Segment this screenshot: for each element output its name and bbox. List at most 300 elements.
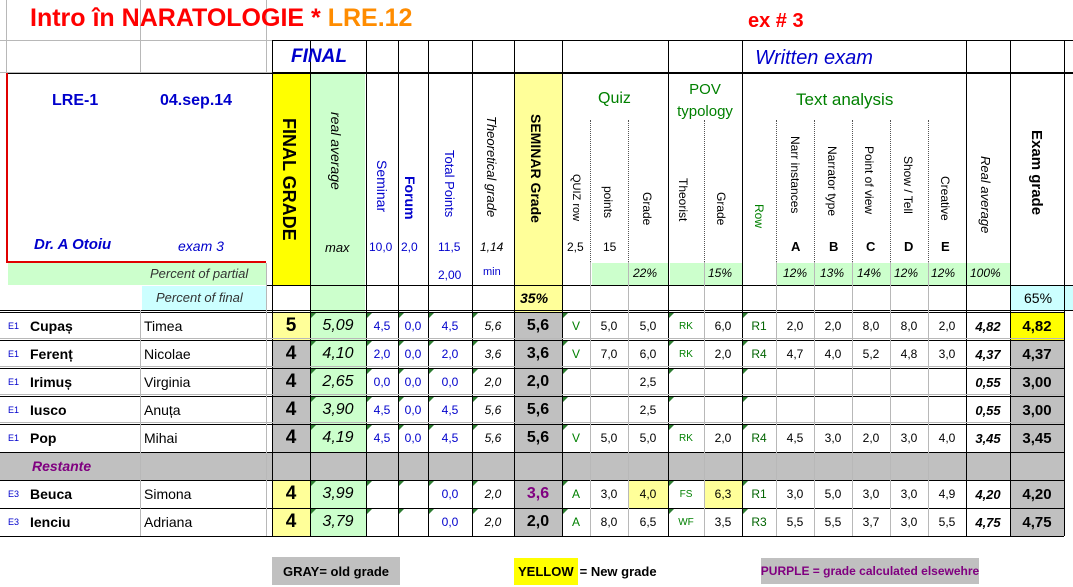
narr-letter: A [791, 239, 801, 254]
comment-marker [743, 369, 748, 374]
theoretical-grade-header: Theoretical grade [484, 116, 499, 218]
cell-e [928, 396, 966, 424]
cell-final: 4 [285, 511, 297, 532]
cell-ravg: 4,20 [975, 486, 1001, 502]
comment-marker [669, 313, 674, 318]
grid-line [266, 285, 1073, 286]
cell-tot: 4,5 [441, 431, 459, 445]
comment-marker [311, 481, 316, 486]
student-last-name: Ienciu [30, 514, 71, 530]
cell-qrow: V [571, 319, 580, 333]
comment-marker [473, 369, 478, 374]
cell-b [814, 396, 852, 424]
cell-semg: 5,6 [526, 429, 550, 446]
cell-theorist: FS [679, 488, 693, 500]
cell-sem: 2,0 [373, 347, 391, 361]
quiz-header: Quiz [598, 90, 631, 107]
cell-exam: 3,00 [1022, 373, 1052, 391]
cell-qpts: 7,0 [600, 347, 618, 361]
dotted-line [852, 120, 853, 262]
show-letter: D [904, 239, 914, 254]
cell-theo: 5,6 [484, 319, 502, 333]
comment-marker [563, 481, 568, 486]
student-first-name: Virginia [144, 374, 191, 390]
cell-b: 3,0 [824, 431, 842, 445]
pov-grade-header: Grade [714, 192, 728, 226]
grid-line [514, 40, 515, 536]
cell-qgr: 5,0 [639, 319, 657, 333]
pov-c-pct: 14% [857, 266, 882, 280]
comment-marker [399, 369, 404, 374]
cell-tot: 4,5 [441, 319, 459, 333]
cell-real: 4,19 [322, 429, 354, 446]
grid-line [140, 310, 141, 536]
cell-row: R4 [751, 431, 767, 445]
grid-line [366, 40, 367, 536]
cell-qgr: 2,5 [639, 403, 657, 417]
cell-semg: 3,6 [526, 345, 550, 362]
dotted-line [776, 120, 777, 262]
student-last-name: Beuca [30, 486, 73, 502]
student-first-name: Simona [144, 486, 192, 502]
comment-marker [399, 313, 404, 318]
cell-real: 3,99 [322, 485, 354, 502]
cell-cc [852, 368, 890, 396]
cell-forum: 0,0 [404, 375, 422, 389]
show-pct: 12% [894, 266, 919, 280]
comment-marker [311, 341, 316, 346]
student-last-name: Cupaș [30, 318, 73, 334]
cell-b [814, 368, 852, 396]
comment-marker [563, 509, 568, 514]
cell-exam: 4,82 [1022, 317, 1052, 335]
cell-row: R1 [751, 319, 767, 333]
real-average2-pct: 100% [970, 266, 1001, 280]
comment-marker [429, 425, 434, 430]
narrator-type-header: Narrator type [825, 146, 839, 217]
cell-theorist: WF [678, 516, 694, 528]
legend-yellow-swatch: YELLOW [514, 558, 578, 585]
exam-label: exam 3 [178, 238, 224, 254]
cell-final: 4 [285, 371, 297, 392]
cell-qgr: 2,5 [639, 375, 657, 389]
cell-final: 4 [285, 427, 297, 448]
comment-marker [429, 509, 434, 514]
cell-real: 5,09 [322, 317, 354, 334]
dotted-line [890, 120, 891, 262]
cell-d: 3,0 [900, 515, 918, 529]
seminar-max: 10,0 [369, 240, 393, 254]
creative-letter: E [941, 239, 950, 254]
cell-forum: 0,0 [404, 319, 422, 333]
forum-header: Forum [402, 176, 418, 220]
cell-qgr: 6,5 [639, 515, 657, 529]
grid-line [966, 40, 967, 536]
cell-e: 3,0 [938, 347, 956, 361]
cell-a: 4,7 [786, 347, 804, 361]
row-prefix: E3 [8, 517, 20, 527]
cell-pgr [704, 396, 742, 424]
real-average-header-bg [310, 74, 365, 312]
student-first-name: Anuța [144, 402, 181, 418]
cell-row: R4 [751, 347, 767, 361]
cell-exam: 3,45 [1022, 429, 1052, 447]
legend-yellow-text: = New grade [579, 563, 657, 579]
comment-marker [669, 397, 674, 402]
cell-final: 4 [285, 483, 297, 504]
cell-qrow: A [571, 515, 580, 529]
cell-sem: 4,5 [373, 403, 391, 417]
comment-marker [473, 509, 478, 514]
final-header: FINAL [291, 46, 347, 67]
cell-b: 4,0 [824, 347, 842, 361]
student-last-name: Pop [30, 430, 57, 446]
quiz-points-value: 15 [603, 240, 617, 254]
narrator-letter: B [829, 239, 839, 254]
cell-tot: 2,0 [441, 347, 459, 361]
exam-grade-pct: 65% [1024, 290, 1053, 306]
cell-ravg: 4,82 [975, 318, 1001, 334]
comment-marker [563, 397, 568, 402]
cell-forum: 0,0 [404, 403, 422, 417]
pov-pct: 15% [708, 266, 733, 280]
grid-line [0, 452, 1064, 453]
cell-sem: 4,5 [373, 431, 391, 445]
comment-marker [743, 509, 748, 514]
comment-marker [367, 425, 372, 430]
pov-theorist-header: Theorist [676, 178, 690, 222]
comment-marker [399, 397, 404, 402]
exam-grade-header: Exam grade [1028, 130, 1045, 216]
cell-final: 4 [285, 399, 297, 420]
written-exam-header: Written exam [755, 46, 873, 69]
cell-qpts: 5,0 [600, 319, 618, 333]
cell-semg: 2,0 [526, 513, 550, 530]
cell-qpts: 8,0 [600, 515, 618, 529]
cell-d [890, 396, 928, 424]
comment-marker [311, 397, 316, 402]
cell-real: 2,65 [322, 373, 354, 390]
seminar-grade-header: SEMINAR Grade [528, 114, 544, 223]
comment-marker [743, 397, 748, 402]
grid-line [272, 40, 1073, 41]
comment-marker [563, 313, 568, 318]
cell-theo: 3,6 [484, 347, 502, 361]
cell-d [890, 368, 928, 396]
cell-e: 4,0 [938, 431, 956, 445]
cell-qpts [590, 396, 628, 424]
comment-marker [429, 481, 434, 486]
student-first-name: Nicolae [144, 346, 191, 362]
comment-marker [367, 369, 372, 374]
comment-marker [563, 369, 568, 374]
grid-line [472, 40, 473, 536]
comment-marker [367, 341, 372, 346]
cell-e: 4,9 [938, 487, 956, 501]
cell-b: 5,0 [824, 487, 842, 501]
dotted-line [928, 120, 929, 262]
cell-theorist: RK [679, 348, 693, 360]
dotted-line [704, 120, 705, 262]
cell-e: 2,0 [938, 319, 956, 333]
cell-semg: 5,6 [526, 317, 550, 334]
comment-marker [429, 341, 434, 346]
comment-marker [563, 341, 568, 346]
cell-sem: 0,0 [373, 375, 391, 389]
cell-real: 3,79 [322, 513, 354, 530]
cell-forum: 0,0 [404, 431, 422, 445]
cell-semg: 3,6 [526, 485, 550, 502]
cell-e [928, 368, 966, 396]
cell-a: 3,0 [786, 487, 804, 501]
cell-cc [852, 396, 890, 424]
grid-line [562, 40, 563, 536]
row-prefix: E3 [8, 489, 20, 499]
comment-marker [743, 313, 748, 318]
grid-line [0, 310, 1073, 311]
grid-line [428, 40, 429, 536]
cell-pgr: 2,0 [714, 347, 732, 361]
restante-label: Restante [32, 458, 92, 474]
cell-qrow: A [571, 487, 580, 501]
cell-pgr: 6,3 [714, 487, 732, 501]
cell-real: 3,90 [322, 401, 354, 418]
theoretical-grade-pct: min [483, 266, 501, 278]
grid-line [272, 40, 273, 536]
student-first-name: Mihai [144, 430, 178, 446]
forum-max: 2,0 [401, 240, 418, 254]
comment-marker [473, 425, 478, 430]
comment-marker [743, 341, 748, 346]
comment-marker [743, 425, 748, 430]
cell-qrow: V [571, 431, 580, 445]
grid-line [6, 0, 7, 74]
grid-line [310, 40, 311, 536]
point-of-view-header: Point of view [862, 146, 876, 215]
cell-tot: 4,5 [441, 403, 459, 417]
comment-marker [473, 481, 478, 486]
cell-exam: 4,75 [1022, 513, 1052, 531]
student-first-name: Adriana [144, 514, 193, 530]
creative-header: Creative [938, 176, 952, 221]
cell-real: 4,10 [322, 345, 354, 362]
page-title [30, 4, 412, 33]
cell-a [776, 368, 814, 396]
course-code: LRE.12 [327, 4, 413, 32]
percent-final-label: Percent of final [156, 290, 243, 305]
comment-marker [367, 481, 372, 486]
comment-marker [399, 481, 404, 486]
cell-tot: 0,0 [441, 515, 459, 529]
comment-marker [473, 313, 478, 318]
student-last-name: Iusco [30, 402, 67, 418]
show-tell-header: Show / Tell [901, 156, 915, 214]
comment-marker [669, 341, 674, 346]
cell-theorist: RK [679, 432, 693, 444]
cell-a: 2,0 [786, 319, 804, 333]
cell-semg: 5,6 [526, 401, 550, 418]
cell-exam: 4,20 [1022, 485, 1052, 503]
comment-marker [429, 397, 434, 402]
cell-ravg: 3,45 [975, 430, 1001, 446]
cell-semg: 2,0 [526, 373, 550, 390]
cell-ravg: 4,37 [975, 346, 1001, 362]
cell-exam: 3,00 [1022, 401, 1052, 419]
comment-marker [311, 425, 316, 430]
real-average-sub: max [325, 240, 350, 255]
pov-header: POV typology [677, 81, 733, 120]
quiz-points-header: points [601, 186, 615, 219]
comment-marker [311, 369, 316, 374]
student-first-name: Timea [144, 318, 183, 334]
row-prefix: E1 [8, 405, 20, 415]
cell-theo: 5,6 [484, 431, 502, 445]
grid-line [1064, 40, 1065, 536]
cell-forum: 0,0 [404, 347, 422, 361]
comment-marker [399, 425, 404, 430]
quiz-grade-header: Grade [640, 192, 654, 226]
comment-marker [563, 425, 568, 430]
cell-qgr: 4,0 [639, 487, 657, 501]
cell-theorist: RK [679, 320, 693, 332]
comment-marker [367, 397, 372, 402]
comment-marker [311, 509, 316, 514]
cell-exam: 4,37 [1022, 345, 1052, 363]
comment-marker [429, 369, 434, 374]
real-average2-header: Real average [978, 156, 993, 234]
cell-tot: 0,0 [441, 487, 459, 501]
comment-marker [367, 509, 372, 514]
grid-line [742, 40, 743, 536]
theoretical-grade-max: 1,14 [480, 240, 504, 254]
cell-theo: 2,0 [484, 487, 502, 501]
ta-row-header: Row [752, 204, 766, 229]
cell-theo: 2,0 [484, 375, 502, 389]
comment-marker [311, 313, 316, 318]
narrator-pct: 13% [820, 266, 845, 280]
row-prefix: E1 [8, 433, 20, 443]
percent-partial-label: Percent of partial [150, 266, 249, 281]
cell-final: 4 [285, 343, 297, 364]
cell-tot: 0,0 [441, 375, 459, 389]
narr-pct: 12% [783, 266, 808, 280]
cell-final: 5 [285, 315, 297, 336]
total-points-pct: 2,00 [438, 268, 462, 282]
cell-ravg: 0,55 [975, 402, 1001, 418]
pov-letter: C [866, 239, 876, 254]
grid-line [266, 263, 267, 536]
grid-line [398, 40, 399, 536]
seminar-header: Seminar [374, 160, 390, 213]
comment-marker [367, 313, 372, 318]
cell-row: R3 [751, 515, 767, 529]
total-points-max: 11,5 [438, 240, 461, 254]
cell-d: 3,0 [900, 431, 918, 445]
cell-cc: 3,0 [862, 487, 880, 501]
cell-qpts [590, 368, 628, 396]
cell-pgr: 2,0 [714, 431, 732, 445]
cell-a: 4,5 [786, 431, 804, 445]
comment-marker [429, 313, 434, 318]
cell-cc: 2,0 [862, 431, 880, 445]
quiz-row-header: QUIZ row [570, 174, 582, 222]
legend-yellow-group [514, 557, 657, 585]
dotted-line [814, 120, 815, 262]
cell-a [776, 396, 814, 424]
row-prefix: E1 [8, 321, 20, 331]
comment-marker [473, 341, 478, 346]
cell-ravg: 4,75 [975, 514, 1001, 530]
comment-marker [743, 481, 748, 486]
cell-pgr [704, 368, 742, 396]
student-last-name: Irimuș [30, 374, 73, 390]
cell-pgr: 3,5 [714, 515, 732, 529]
real-average-header: real average [328, 112, 344, 190]
exam-date: 04.sep.14 [160, 92, 233, 109]
comment-marker [669, 425, 674, 430]
comment-marker [669, 481, 674, 486]
comment-marker [399, 341, 404, 346]
cell-cc: 3,7 [862, 515, 880, 529]
grid-line [1010, 40, 1011, 536]
comment-marker [669, 369, 674, 374]
cell-row: R1 [751, 487, 767, 501]
grid-line [0, 536, 1064, 537]
group-name: LRE-1 [52, 92, 99, 109]
dotted-line [590, 120, 591, 262]
cell-qrow: V [571, 347, 580, 361]
legend-purple-text: PURPLE = grade calculated elsewehre [761, 558, 979, 584]
cell-ravg: 0,55 [975, 374, 1001, 390]
teacher-name: Dr. A Otoiu [34, 236, 112, 253]
cell-b: 2,0 [824, 319, 842, 333]
cell-sem: 4,5 [373, 319, 391, 333]
row-prefix: E1 [8, 349, 20, 359]
creative-pct: 12% [931, 266, 956, 280]
legend-gray: GRAY= old grade [272, 557, 400, 585]
seminar-grade-pct: 35% [520, 290, 549, 306]
cell-qpts: 5,0 [600, 431, 618, 445]
quiz-pct: 22% [633, 266, 658, 280]
cell-cc: 8,0 [862, 319, 880, 333]
row-prefix: E1 [8, 377, 20, 387]
cell-d: 4,8 [900, 347, 918, 361]
student-last-name: Ferenț [30, 346, 73, 362]
quiz-row-value: 2,5 [567, 240, 584, 254]
comment-marker [399, 509, 404, 514]
cell-qgr: 5,0 [639, 431, 657, 445]
cell-d: 8,0 [900, 319, 918, 333]
final-grade-header: FINAL GRADE [279, 118, 299, 241]
narr-instances-header: Narr instances [788, 136, 802, 214]
total-points-header: Total Points [442, 150, 457, 218]
legend-purple [742, 557, 998, 585]
cell-d: 3,0 [900, 487, 918, 501]
cell-qpts: 3,0 [600, 487, 618, 501]
cell-a: 5,5 [786, 515, 804, 529]
cell-qgr: 6,0 [639, 347, 657, 361]
course-title: Intro în NARATOLOGIE * [30, 4, 328, 32]
comment-marker [473, 397, 478, 402]
dotted-line [628, 120, 629, 262]
cell-pgr: 6,0 [714, 319, 732, 333]
restante-row-bg [0, 453, 1064, 480]
cell-e: 5,5 [938, 515, 956, 529]
cell-b: 5,5 [824, 515, 842, 529]
text-analysis-header: Text analysis [796, 90, 894, 109]
comment-marker [669, 509, 674, 514]
cell-theo: 5,6 [484, 403, 502, 417]
